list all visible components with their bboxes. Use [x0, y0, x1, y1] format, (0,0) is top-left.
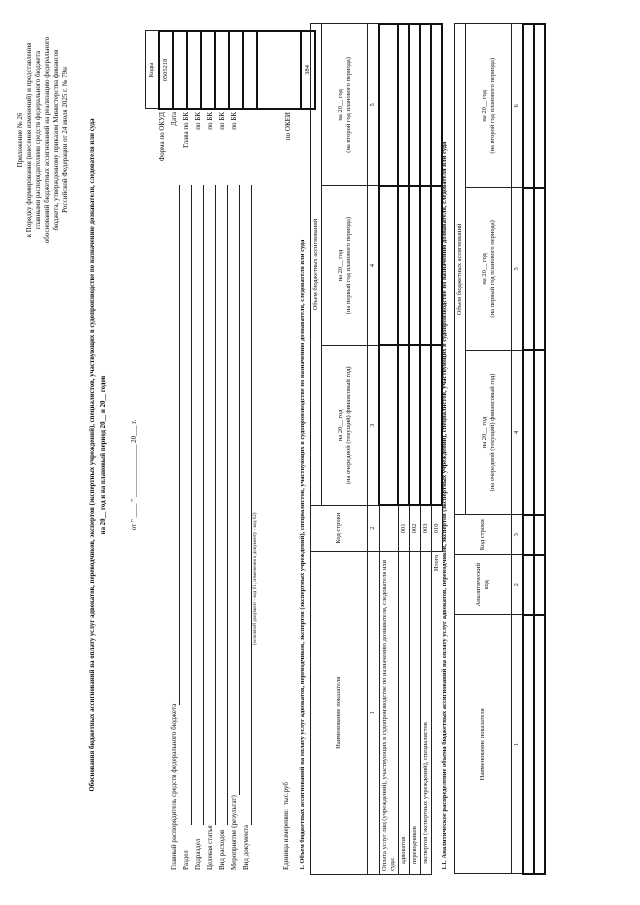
s1-cell[interactable]	[409, 345, 420, 505]
s11-cell[interactable]	[534, 350, 545, 515]
s1-cell[interactable]	[409, 24, 420, 186]
document-period: на 20__ год и на плановый период 20__ и 20__ годов	[100, 375, 107, 535]
s11-y3-sub: (на второй год планового периода)	[488, 57, 496, 154]
s1-cell[interactable]	[420, 24, 431, 186]
s11-cell[interactable]	[523, 615, 534, 874]
table-row	[409, 24, 420, 875]
s1-total-code: 010	[431, 505, 442, 551]
s11-cell[interactable]	[523, 350, 534, 515]
s11-header-y3	[466, 24, 512, 188]
s11-header-y1	[466, 350, 512, 515]
s1-header-name: Наименование показателя	[311, 551, 368, 874]
s11-y2-sub: (на первый год планового периода)	[488, 220, 496, 318]
s11-cell[interactable]	[523, 24, 534, 188]
s1-colnum: 3	[368, 345, 380, 505]
field-line	[191, 185, 192, 825]
s1-cell[interactable]	[398, 24, 409, 186]
s11-cell[interactable]	[534, 555, 545, 615]
s1-row-name: экспертов (экспертных учреждений), специалистов	[420, 551, 431, 874]
code-bk-1	[201, 31, 215, 109]
appendix-line: бюджета, утвержденному приказом Министерства финансов	[52, 49, 60, 231]
s11-header-code: Код строки	[455, 515, 512, 555]
field-line	[251, 185, 252, 825]
label-bk-2: по БК	[206, 112, 214, 130]
s11-y1-sub: (на очередной (текущий) финансовый год)	[488, 373, 496, 492]
label-okei: по ОКЕИ	[284, 112, 292, 141]
s11-colnum: 2	[512, 555, 524, 615]
code-bk-4	[243, 31, 257, 109]
s11-header-y2	[466, 188, 512, 351]
s1-header-code: Код строки	[311, 505, 368, 551]
s1-row-code: 001	[398, 505, 409, 551]
s11-colnum: 5	[512, 188, 524, 351]
field-doc-type: Вид документа	[242, 824, 250, 870]
section1-title: 1. Объем бюджетных ассигнований на оплату услуг адвокатов, переводчиков, экспертов (экспертных учреждений), специалистов, участвующих в судопроизводстве по назначению дознавателя, следователя или суда	[299, 239, 306, 870]
field-target-article: Целевая статья	[206, 825, 214, 870]
code-empty	[257, 31, 301, 109]
s1-row-name: переводчиков	[409, 551, 420, 874]
table-row	[398, 24, 409, 875]
table-row	[523, 24, 534, 874]
s11-cell[interactable]	[534, 24, 545, 188]
appendix-line: обоснований бюджетных ассигнований на реализацию федерального	[43, 36, 51, 244]
appendix-line: Российской Федерации от 24 июля 2025 г. № 79н	[61, 67, 69, 213]
s1-colnum: 2	[368, 505, 380, 551]
unit-value: тыс.руб	[282, 782, 290, 805]
s1-header-volume: Объем бюджетных ассигнований	[311, 24, 322, 505]
field-line	[215, 185, 216, 825]
field-line	[179, 185, 180, 705]
s1-cell[interactable]	[379, 345, 398, 505]
section1-table	[310, 23, 443, 875]
field-section: Раздел	[182, 850, 190, 870]
field-subsection: Подраздел	[194, 838, 202, 870]
code-bk-2	[215, 31, 229, 109]
s11-header-analytic: Аналитический код	[455, 555, 512, 615]
field-line	[227, 185, 228, 825]
s11-y2-label: на 20__ год	[480, 253, 488, 285]
s1-header-y3	[322, 24, 368, 186]
s1-colnum: 5	[368, 24, 380, 186]
s1-y2-sub: (на первый год планового периода)	[344, 216, 352, 315]
s1-header-y2	[322, 186, 368, 346]
table-row	[420, 24, 431, 875]
field-chief-distributor: Главный распорядитель средств федерального бюджета	[170, 703, 178, 870]
s1-y3-sub: (на второй год планового периода)	[344, 57, 352, 153]
s11-cell[interactable]	[534, 188, 545, 351]
codes-header: Коды	[146, 31, 160, 109]
s11-cell[interactable]	[534, 615, 545, 874]
s1-y1-label: на 20__ год	[336, 409, 344, 442]
code-chapter	[187, 31, 201, 109]
label-date: Дата	[170, 112, 178, 126]
label-okud: Форма по ОКУД	[158, 112, 166, 162]
codes-table	[145, 30, 316, 110]
unit-label: Единица измерения:	[282, 809, 290, 870]
s1-row-code	[379, 505, 398, 551]
s11-header-volume: Объем бюджетных ассигнований	[455, 24, 466, 515]
field-expense-type: Вид расходов	[218, 829, 226, 870]
s11-colnum: 1	[512, 615, 524, 874]
field-measure: Мероприятие (результат)	[230, 795, 238, 870]
date-line: от " ____ " _______________ 20___ г.	[130, 419, 138, 531]
s11-cell[interactable]	[523, 515, 534, 555]
section11-title: 1.1. Аналитическое распределение объема бюджетных ассигнований на оплату услуг адвокатов, переводчиков, экспертов (экспертных учреждений), специалистов, участвующих в судопроизводстве по назначению дознавателя, следователя или суда	[441, 141, 448, 870]
code-okud: 0505218	[159, 31, 173, 109]
field-line	[203, 185, 204, 825]
s11-colnum: 3	[512, 515, 524, 555]
s1-row-code: 003	[420, 505, 431, 551]
s11-cell[interactable]	[523, 188, 534, 351]
s11-cell[interactable]	[534, 515, 545, 555]
s1-header-y1	[322, 345, 368, 505]
appendix-block	[16, 25, 70, 255]
s1-cell[interactable]	[379, 186, 398, 346]
s1-cell[interactable]	[398, 186, 409, 346]
table-row	[379, 24, 398, 875]
code-date	[173, 31, 187, 109]
document-title: Обоснования бюджетных ассигнований на оплату услуг адвокатов, переводчиков, экспертов (экспертных учреждений), специалистов, участвующих в судопроизводстве по назначению дознавателя, следователя или суда	[89, 118, 96, 792]
section11-table	[454, 23, 546, 875]
appendix-line: Приложение № 26	[16, 112, 24, 168]
s1-y1-sub: (на очередной (текущий) финансовый год)	[344, 366, 352, 485]
doc-type-hint: (основной документ - код 01; изменения к документу - код 02)	[253, 512, 258, 645]
s1-y3-label: на 20__ год	[336, 89, 344, 121]
field-line	[239, 185, 240, 795]
code-bk-3	[229, 31, 243, 109]
s1-cell[interactable]	[379, 24, 398, 186]
s11-colnum: 6	[512, 24, 524, 188]
s1-cell[interactable]	[420, 186, 431, 346]
s1-row-name: адвокатов	[398, 551, 409, 874]
s1-row-code: 002	[409, 505, 420, 551]
appendix-line: главными распорядителями средств федерального бюджета	[34, 51, 42, 229]
table-row	[534, 24, 545, 874]
s11-colnum: 4	[512, 350, 524, 515]
s1-row-name: Оплата услуг лиц (учреждений), участвующих в судопроизводстве по назначению дознавателя, следователя или суда:	[379, 551, 398, 874]
s1-colnum: 4	[368, 186, 380, 346]
s1-colnum: 1	[368, 551, 380, 874]
s11-header-name: Наименование показателя	[455, 615, 512, 874]
s1-cell[interactable]	[409, 186, 420, 346]
label-chapter: Глава по БК	[182, 112, 190, 148]
s1-cell[interactable]	[420, 345, 431, 505]
label-bk-3: по БК	[218, 112, 226, 130]
s11-y1-label: на 20__ год	[480, 416, 488, 449]
code-okei: 384	[301, 31, 315, 109]
label-bk-4: по БК	[230, 112, 238, 130]
label-bk-1: по БК	[194, 112, 202, 130]
s11-y3-label: на 20__ год	[480, 90, 488, 122]
appendix-line: к Порядку формирования (внесения изменений) и представления	[25, 42, 33, 238]
s1-y2-label: на 20__ год	[336, 249, 344, 282]
s1-cell[interactable]	[398, 345, 409, 505]
s11-cell[interactable]	[523, 555, 534, 615]
s1-total-label: Итого	[431, 551, 442, 874]
